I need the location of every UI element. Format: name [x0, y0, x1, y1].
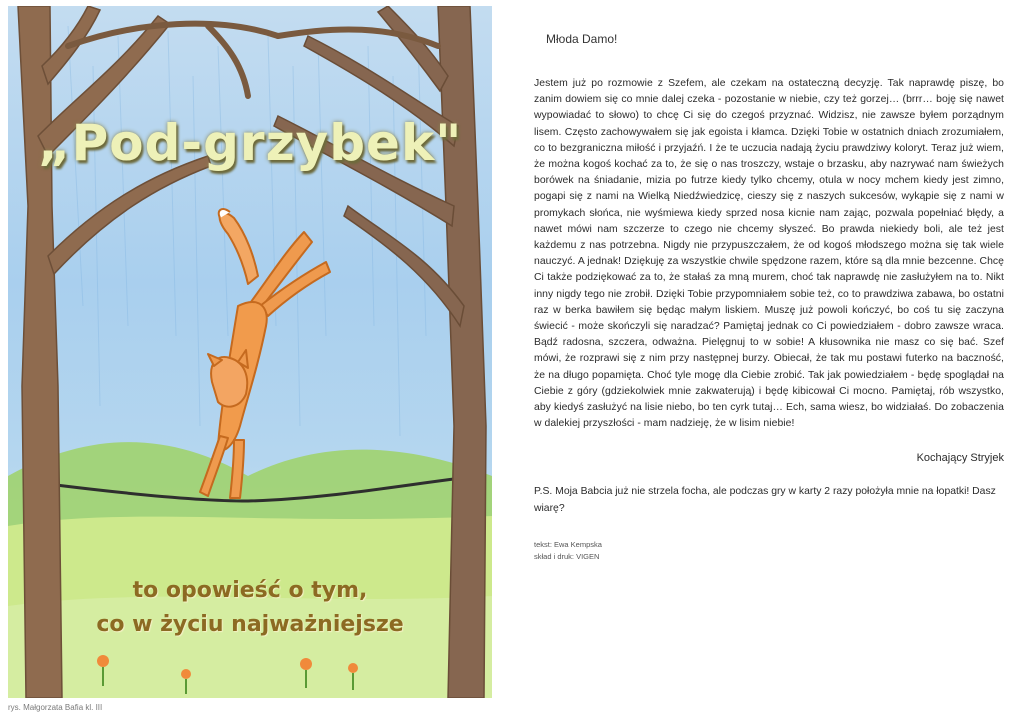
text-credit: tekst: Ewa Kempska — [534, 540, 602, 550]
illustration-credit: rys. Małgorzata Bafia kl. III — [8, 703, 103, 712]
cover-tagline-line1: to opowieść o tym, — [132, 578, 368, 603]
letter-salutation: Młoda Damo! — [546, 32, 618, 46]
print-credit: skład i druk: VIGEN — [534, 552, 600, 562]
letter — [534, 32, 1004, 563]
letter-signature: Kochający Stryjek — [916, 452, 1004, 465]
publication-credits — [534, 539, 1004, 563]
letter-body: Jestem już po rozmowie z Szefem, ale czekam na ostateczną decyzję. Tak naprawdę piszę, bo zanim dowiem się co mnie dalej czeka - pozostanie w niebie, czy też gorzej… (brrr… boję się nawet wypowiadać to słowo) to chcę Ci się do czegoś przyznać. Widzisz, nie zawsze byłem porządnym lisem. Często zachowywałem się jak egoista i kłamca. Dzięki Tobie w ostatnich dniach zrozumiałem, co to bezgraniczna miłość i przyjaźń. I że te uczucia nadają życiu prawdziwy koloryt. Teraz już wiem, że można kogoś kochać za to, że się o nas troszczy, wstaje o brzasku, aby nazrywać nam świeżych borówek na śniadanie, mizia po futrze kiedy tylko chcemy, otula w nocy mchem kiedy jest zimno, pogapi się z nami na Wielką Niedźwiedzicę, cieszy się z naszych sukcesów, wykąpie się z nami w promykach słońca, nie wyśmiewa kiedy sprzed nosa kicnie nam zając, pozwala popełniać błędy, a nawet mówi nam szczerze to czego nie chcemy słyszeć. Bo prawda niekiedy boli, ale też jest każdemu z nas potrzebna. Nigdy nie przypuszczałem, że od kogoś młodszego można się tak wiele nauczyć. A jednak! Dziękuję za wszystkie chwile spędzone razem, które są dla mnie bezcenne. Chcę Ci także podziękować za to, że stałaś za mną murem, choć tak naprawdę nie zasłużyłem na to. Nikt inny nigdy tego nie zrobił. Dzięki Tobie przypomniałem sobie też, co to prawdziwa zabawa, bo ostatni raz w berka bawiłem się będąc małym liskiem. Muszę już powoli kończyć, bo coś tu się zaczyna świecić - może skończyli się naradzać? Pamiętaj jednak co Ci powiedziałem - dobro zawsze wraca. Bądź radosna, szczera, odważna. Pielęgnuj to w sobie! A kłusownika nie masz co się bać. Szef mówi, że rozprawi się z nim przy następnej burzy. Obiecał, że tak mu postawi futerko na baczność, że na długo popamięta. Choć tyle mogę dla Ciebie zrobić. Tak jak powiedziałem - będę spoglądał na Ciebie z góry (gdziekolwiek mnie zakwaterują) i będę kibicował Ci mocno. Pamiętaj, rób wszystko, aby kiedyś zasłużyć na lisie niebo, bo ten cyrk tutaj… Ech, sama wiesz, bo widziałaś. Do zobaczenia w dalekiej przyszłości - mam nadzieję, że w lisim niebie! — [534, 78, 1004, 430]
cover-tagline-line2: co w życiu najważniejsze — [96, 612, 404, 637]
cover-illustration — [8, 6, 492, 698]
cover-title: „Pod-grzybek" — [37, 114, 463, 172]
letter-postscript: P.S. Moja Babcia już nie strzela focha, ale podczas gry w karty 2 razy położyła mnie na łopatki! Dasz wiarę? — [534, 486, 996, 514]
